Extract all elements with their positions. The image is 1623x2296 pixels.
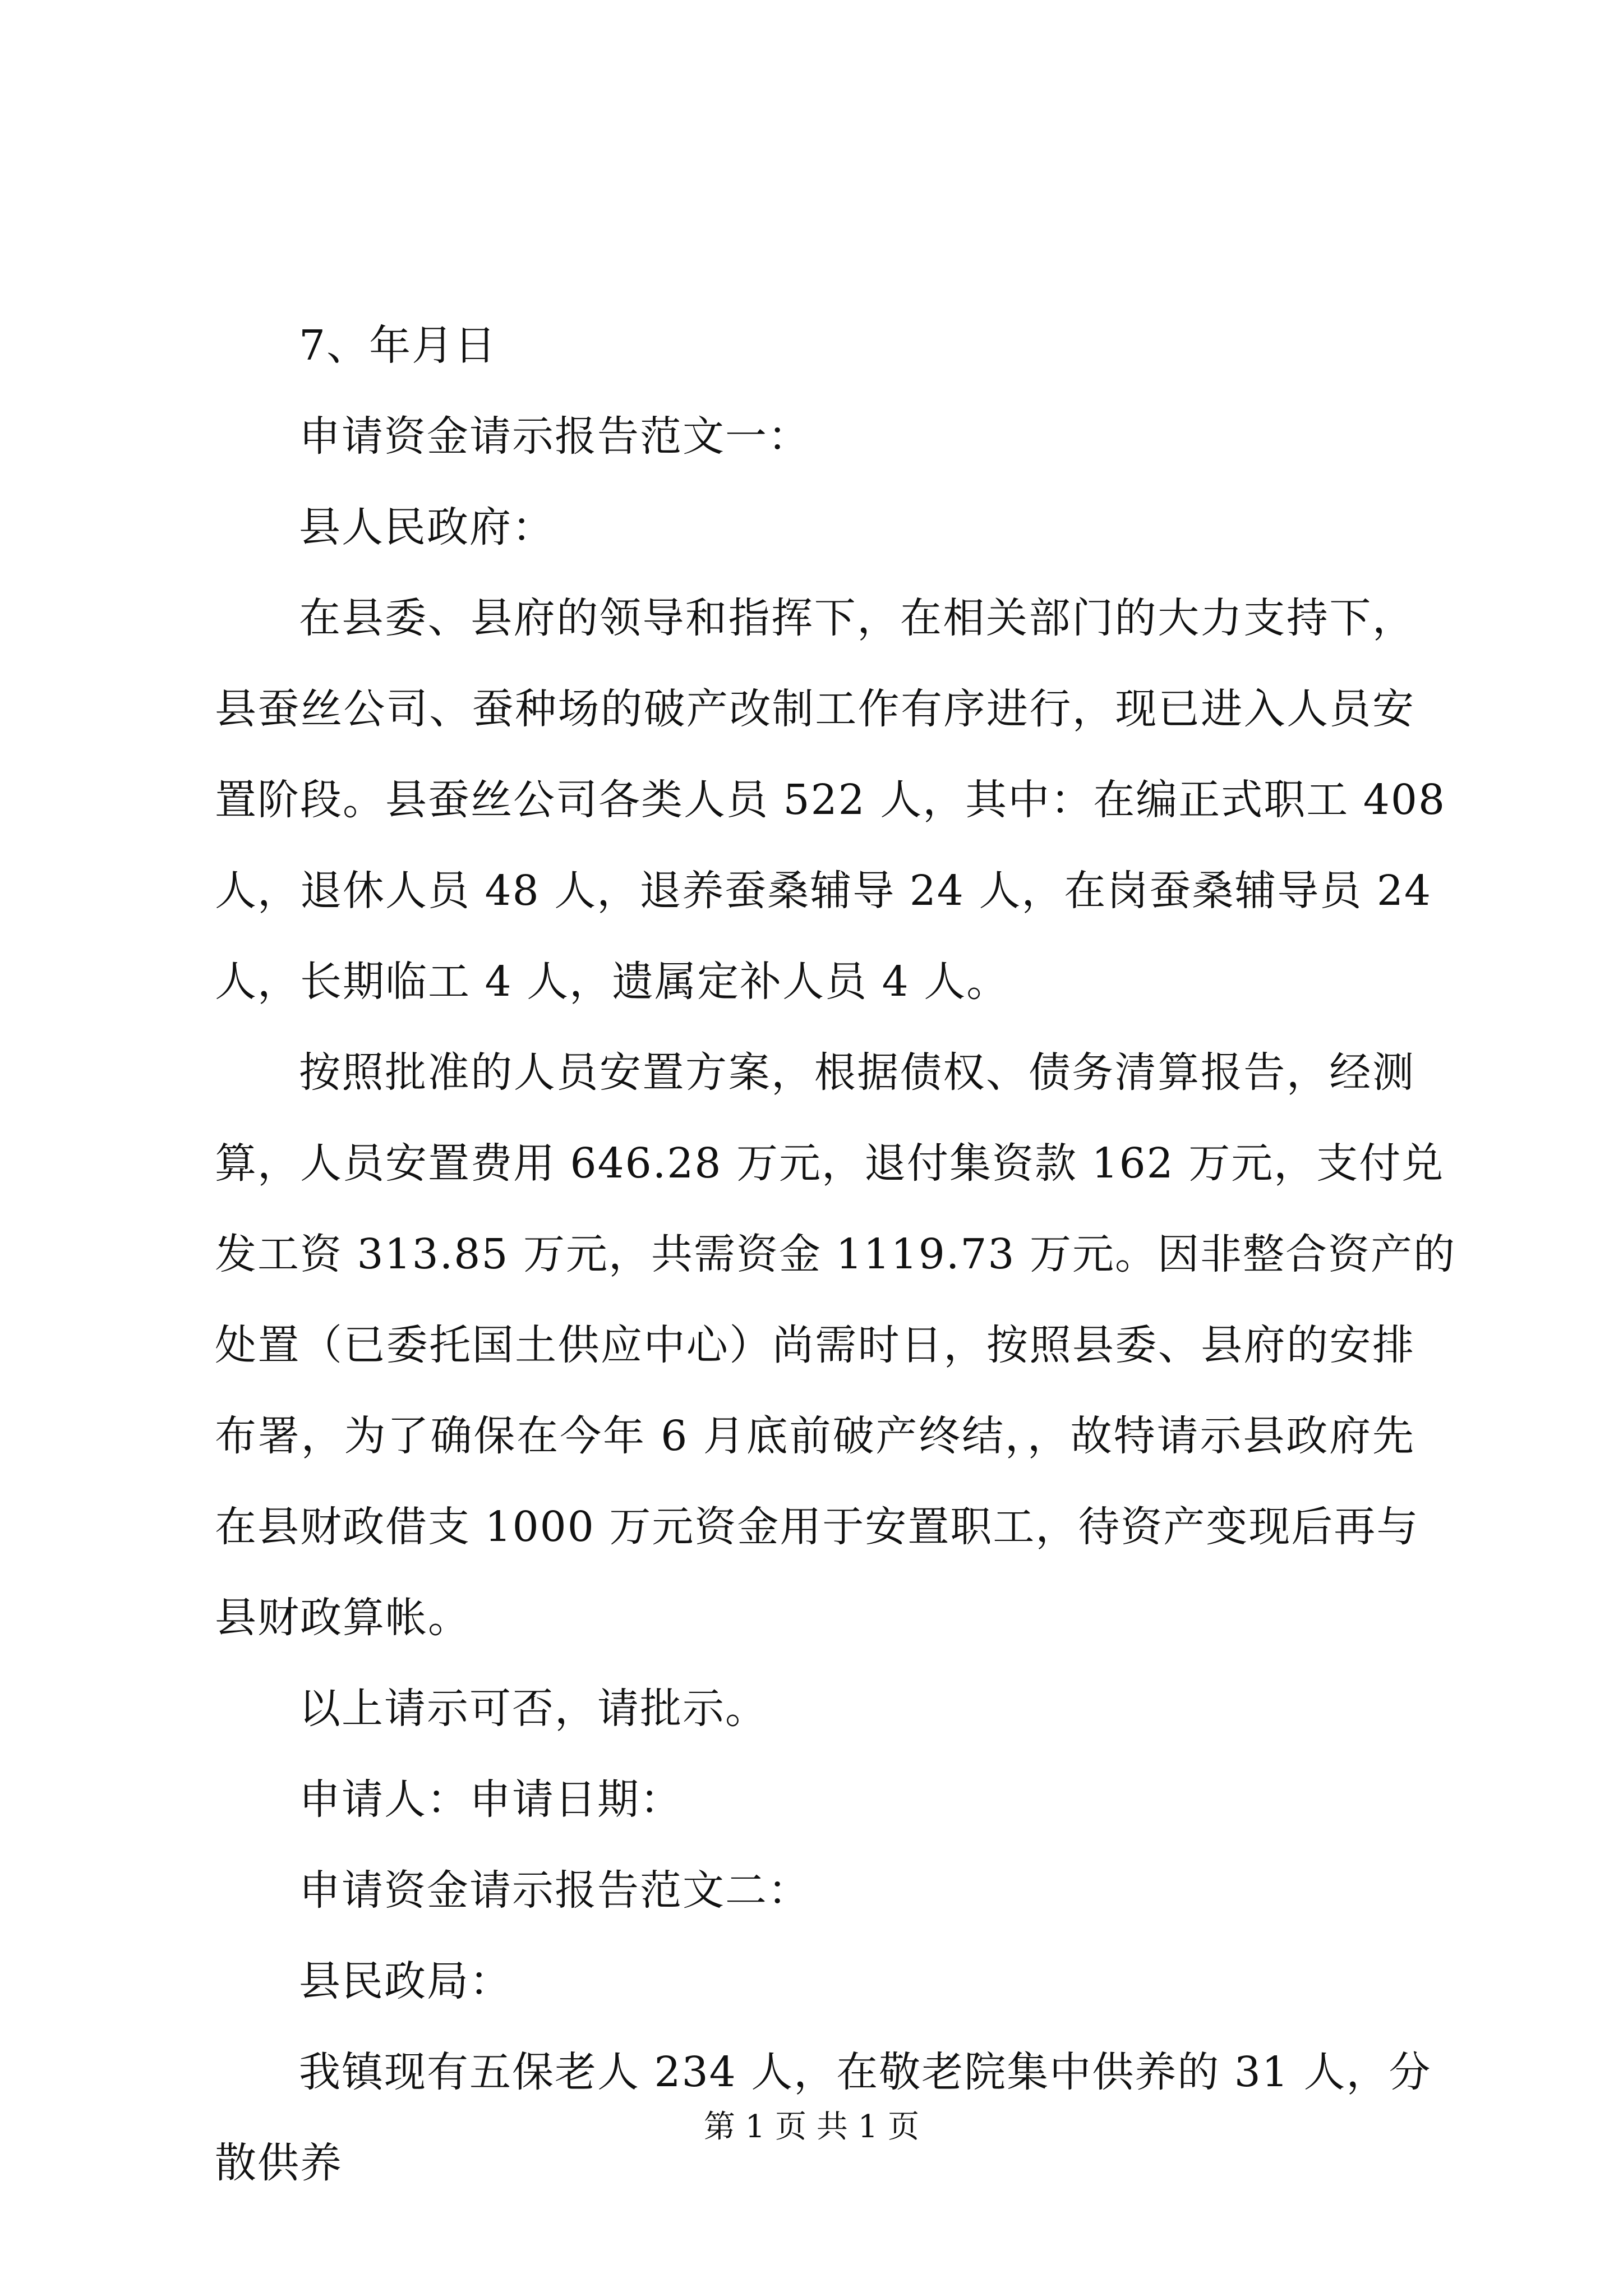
- section-title-sample-2: 申请资金请示报告范文二：: [299, 1866, 810, 1915]
- paragraph-1-line-3: 置阶段。县蚕丝公司各类人员 522 人，其中：在编正式职工 408: [215, 776, 1446, 824]
- paragraph-2-line-4: 处置（已委托国土供应中心）尚需时日，按照县委、县府的安排: [215, 1321, 1415, 1369]
- paragraph-2-line-6: 在县财政借支 1000 万元资金用于安置职工，待资产变现后再与: [215, 1503, 1419, 1551]
- paragraph-1-line-1: 在县委、县府的领导和指挥下，在相关部门的大力支持下，: [299, 594, 1415, 642]
- closing-request-line: 以上请示可否，请批示。: [299, 1685, 768, 1733]
- paragraph-1-line-4: 人，退休人员 48 人，退养蚕桑辅导 24 人，在岗蚕桑辅导员 24: [215, 867, 1432, 915]
- paragraph-1-line-5: 人，长期临工 4 人，遗属定补人员 4 人。: [215, 958, 1009, 1006]
- page-number-footer: 第 1 页 共 1 页: [703, 2109, 920, 2145]
- salutation-civil-affairs-bureau: 县民政局：: [299, 1957, 512, 2005]
- salutation-county-government: 县人民政府：: [299, 503, 555, 551]
- paragraph-2-line-5: 布署，为了确保在今年 6 月底前破产终结，，故特请示县政府先: [215, 1412, 1415, 1460]
- section-title-sample-1: 申请资金请示报告范文一：: [299, 412, 810, 461]
- applicant-date-line: 申请人：申请日期：: [299, 1775, 683, 1824]
- paragraph-1-line-2: 县蚕丝公司、蚕种场的破产改制工作有序进行，现已进入人员安: [215, 685, 1415, 733]
- document-body: [215, 300, 1456, 2208]
- paragraph-3-line-2: 散供养: [215, 2139, 343, 2187]
- paragraph-2-line-2: 算，人员安置费用 646.28 万元，退付集资款 162 万元，支付兑: [215, 1139, 1445, 1188]
- paragraph-2-line-1: 按照批准的人员安置方案，根据债权、债务清算报告，经测: [299, 1048, 1415, 1097]
- text-line-heading-date: 7、年月日: [299, 321, 497, 370]
- paragraph-2-line-3: 发工资 313.85 万元，共需资金 1119.73 万元。因非整合资产的: [215, 1230, 1456, 1278]
- paragraph-3-line-1: 我镇现有五保老人 234 人，在敬老院集中供养的 31 人，分: [299, 2048, 1432, 2096]
- paragraph-2-line-7: 县财政算帐。: [215, 1594, 471, 1642]
